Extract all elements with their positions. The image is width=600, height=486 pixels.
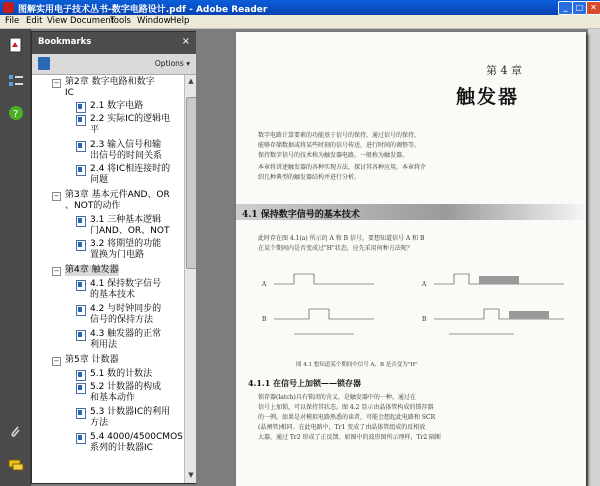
bookmark-icon [76, 305, 86, 316]
bookmarks-panel [31, 31, 197, 484]
menu-help[interactable]: Help [170, 16, 190, 26]
para-line-3: 锁存器(latch)具有锁闭的含义，是触发器中的一种。通过在 [258, 394, 416, 401]
bookmark-section[interactable]: 和基本动作 [90, 393, 136, 403]
intro-line-2: 能够存储数据或将某些时刻的信号传送，进行时间的调整等。 [258, 142, 421, 149]
close-button[interactable]: ✕ [586, 1, 600, 15]
bookmark-section[interactable]: 3.2 将期望的功能 [90, 239, 162, 249]
bookmark-icon [76, 280, 86, 291]
bookmark-chapter[interactable]: 第4章 触发器 [65, 265, 119, 275]
bookmark-section[interactable]: 4.3 触发器的正常 [90, 329, 162, 339]
expand-collapse-toggle[interactable]: − [53, 357, 60, 365]
bookmark-chapter[interactable]: IC [65, 88, 74, 98]
expand-collapse-toggle[interactable]: − [53, 79, 60, 87]
intro-line-4: 本章将讲述触发器的各种实现方法，探讨其各种应用。本章将介 [258, 164, 427, 171]
options-menu[interactable]: Options ▾ [154, 59, 190, 68]
bookmark-section[interactable]: 方法 [90, 418, 109, 428]
para-line-2: 在某个期间内是否变成过"H"状态，应先采用何种方法呢？ [258, 245, 413, 252]
menu-window[interactable]: Window [137, 16, 171, 26]
bookmark-section[interactable]: 信号的保持方法 [90, 315, 154, 325]
bookmark-icon [76, 433, 86, 444]
bookmarks-icon[interactable] [8, 73, 24, 89]
expand-collapse-toggle[interactable]: − [53, 267, 60, 275]
scroll-up-arrow[interactable]: ▲ [188, 77, 194, 85]
bookmark-icon [76, 141, 86, 152]
svg-text:B: B [422, 316, 427, 323]
menu-view[interactable]: View [47, 16, 68, 26]
bookmark-icon [76, 408, 86, 419]
bookmark-section[interactable]: 3.1 三种基本逻辑 [90, 215, 162, 225]
chapter-title: 触发器 [456, 86, 520, 108]
bookmark-icon [76, 370, 86, 381]
bookmark-section[interactable]: 2.4 将IC相连接时的 [90, 164, 171, 174]
bookmark-icon [76, 216, 86, 227]
minimize-button[interactable]: _ [558, 1, 573, 15]
bookmark-section[interactable]: 2.3 输入信号和输 [90, 140, 162, 150]
close-panel-button[interactable]: × [181, 36, 190, 47]
bookmark-icon [76, 330, 86, 341]
bookmark-tree [32, 75, 184, 483]
section-heading: 4.1 保持数字信号的基本技术 [242, 210, 360, 220]
bookmark-section[interactable]: 利用法 [90, 340, 118, 350]
bookmarks-title: Bookmarks [38, 37, 92, 47]
para-line-1: 此时存在图 4.1(a) 所示的 A 和 B 信号，要想知道信号 A 和 B [258, 235, 425, 242]
bookmark-section[interactable]: 平 [90, 125, 100, 135]
bookmark-icon [76, 115, 86, 126]
adobe-reader-icon [3, 2, 14, 13]
chapter-number: 第 4 章 [486, 64, 522, 77]
svg-text:B: B [262, 316, 267, 323]
bookmark-section[interactable]: 系列的计数器IC [90, 443, 153, 453]
menu-bar [0, 15, 600, 29]
bookmark-section[interactable]: 问题 [90, 175, 109, 185]
bookmark-section[interactable]: 4.1 保持数字信号 [90, 279, 162, 289]
bookmarks-header [32, 32, 196, 54]
bookmark-section[interactable]: 2.1 数字电路 [90, 101, 144, 111]
menu-file[interactable]: File [5, 16, 20, 26]
menu-document[interactable]: Document [70, 16, 115, 26]
pages-icon[interactable] [8, 37, 24, 53]
navigation-strip [0, 29, 31, 486]
maximize-button[interactable]: □ [572, 1, 587, 15]
figure-caption: 图 4.1 想知道某个期间中信号 A、B 是否变为"H" [296, 362, 418, 368]
comments-icon[interactable] [8, 457, 24, 473]
intro-line-3: 保持数字信号的技术称为触发器电路。一般称为触发器。 [258, 152, 409, 159]
bookmark-section[interactable]: 5.1 数的计数法 [90, 369, 153, 379]
pdf-page [236, 32, 586, 486]
bookmark-section[interactable]: 出信号的时间关系 [90, 151, 163, 161]
title-bar [0, 0, 600, 15]
bookmark-section[interactable]: 的基本技术 [90, 290, 136, 300]
svg-text:A: A [262, 281, 267, 288]
scroll-down-arrow[interactable]: ▼ [188, 471, 194, 479]
bookmark-section[interactable]: 4.2 与时钟同步的 [90, 304, 162, 314]
bookmark-icon [76, 102, 86, 113]
para-line-7: 大器，通过 Tr2 形成了正反馈。如图中的波形图所示理样，Tr2 隔断 [258, 434, 442, 441]
bookmark-section[interactable]: 5.4 4000/4500CMOS [90, 432, 183, 442]
bookmarks-toolbar [32, 54, 196, 75]
help-icon[interactable] [8, 105, 24, 121]
document-scrollbar[interactable] [588, 29, 600, 486]
para-line-4: 信号上加锁，可以保持其状态。图 4.2 显示由晶体管构成的锁存器 [258, 404, 434, 411]
window-title: 图解实用电子技术丛书-数字电路设计.pdf - Adobe Reader [18, 5, 268, 15]
subsection-heading: 4.1.1 在信号上加锁——锁存器 [248, 378, 362, 388]
bookmark-section[interactable]: 5.2 计数器的构成 [90, 382, 162, 392]
bookmark-chapter[interactable]: 第3章 基本元件AND、OR [65, 190, 170, 200]
bookmark-section[interactable]: 门AND、OR、NOT [90, 226, 170, 236]
bookmark-chapter[interactable]: 第5章 计数器 [65, 355, 119, 365]
svg-text:A: A [422, 281, 427, 288]
intro-line-5: 绍几种典型的触发器结构并进行分析。 [258, 174, 361, 181]
attachments-icon[interactable] [8, 424, 24, 440]
bookmark-chapter[interactable]: 第2章 数字电路和数字 [65, 77, 155, 87]
bookmark-icon [76, 383, 86, 394]
bookmark-section[interactable]: 2.2 实际IC的逻辑电 [90, 114, 171, 124]
expand-collapse-toggle[interactable]: − [53, 192, 60, 200]
svg-text:?: ? [13, 109, 19, 120]
bookmark-chapter[interactable]: 、NOT的动作 [65, 201, 121, 211]
menu-edit[interactable]: Edit [26, 16, 43, 26]
timing-figure [254, 264, 574, 359]
intro-line-1: 数字电路计算要素的功能基于信号的保持，通过信号的保持， [258, 132, 421, 139]
bookmark-section[interactable]: 5.3 计数器IC的利用 [90, 407, 171, 417]
para-line-6: (晶闸管)相同。在此电路中，Tr1 变成了由晶体管组成的反相放 [258, 424, 426, 431]
bookmark-options-icon[interactable] [38, 57, 50, 70]
bookmark-section[interactable]: 置换为门电路 [90, 250, 145, 260]
section-heading-bar [236, 204, 586, 220]
bookmark-icon [76, 240, 86, 251]
bookmark-icon [76, 165, 86, 176]
menu-tools[interactable]: Tools [110, 16, 131, 26]
para-line-5: 的一例。如果是对模拟电路熟悉的读者，可能会想起此电路和 SCR [258, 414, 436, 421]
